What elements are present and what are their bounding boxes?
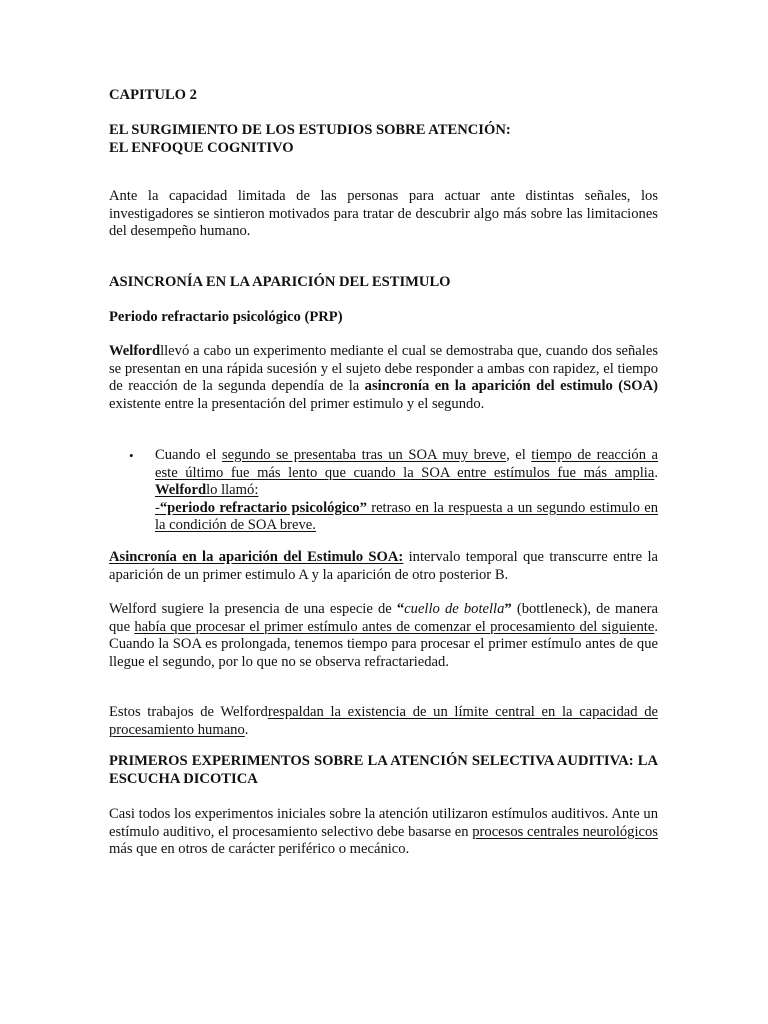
bullet-text-part: , el (506, 447, 532, 463)
subsection-heading-prp: Periodo refractario psicológico (PRP) (109, 309, 343, 325)
auditory-text: Casi todos los experimentos iniciales sobre la atención utilizaron estímulos auditivos. Ante un estímulo auditivo, el procesamiento selectivo debe basarse en (109, 806, 658, 840)
welford-name: Welford (109, 343, 161, 359)
soa-definition-text: intervalo temporal que transcurre entre la aparición de un primer estimulo A y la aparición de otro posterior B. (109, 549, 658, 583)
bottleneck-text: Welford sugiere la presencia de una especie de (109, 601, 397, 617)
quote-open: “ (396, 601, 405, 617)
bottleneck-italic: cuello de botella (404, 601, 505, 617)
welford-paragraph (109, 343, 658, 413)
chapter-title-line-1: EL SURGIMIENTO DE LOS ESTUDIOS SOBRE ATENCIÓN: (109, 122, 511, 138)
welford-paragraph-text-end: existente entre la presentación del primer estimulo y el segundo. (109, 395, 485, 412)
central-limit-underlined: respaldan la existencia de un límite central en la capacidad de procesamiento humano (109, 704, 658, 738)
bottleneck-underlined: había que procesar el primer estímulo antes de comenzar el procesamiento del siguiente (134, 618, 655, 635)
soa-definition (109, 549, 658, 584)
bullet-underlined-3: lo llamó: (206, 482, 259, 499)
welford-paragraph-text: llevó a cabo un experimento mediante el cual se demostraba que, cuando dos señales se presentan en una rápida sucesión y el sujeto debe responder a ambas con rapidez, el tiempo de reacción de la segunda dependía de la (109, 343, 658, 395)
bullet-underlined-4: retraso en la respuesta a un segundo estimulo en la condición de SOA breve. (155, 499, 658, 534)
central-limit-period: . (244, 721, 249, 738)
bullet-underlined-2: tiempo de reacción a este último fue más lento que cuando la SOA entre estímulos fue más amplia (155, 447, 659, 481)
auditory-text-end: más que en otros de carácter periférico o mecánico. (109, 841, 410, 858)
chapter-title (109, 122, 658, 157)
soa-bold-term: asincronía en la aparición del estimulo (SOA) (364, 378, 658, 395)
bottleneck-text: (bottleneck), de manera que (109, 601, 658, 635)
bullet-underlined-1: segundo se presentaba tras un SOA muy breve (221, 447, 507, 463)
central-limit-text: Estos trabajos de Welford (109, 704, 268, 720)
central-limit-paragraph (109, 704, 658, 739)
quote-close: ” (504, 601, 512, 617)
section-heading-asincronia: ASINCRONÍA EN LA APARICIÓN DEL ESTIMULO (109, 274, 451, 290)
soa-definition-term: Asincronía en la aparición del Estimulo SOA: (109, 549, 404, 565)
auditory-underlined: procesos centrales neurológicos (472, 823, 658, 840)
section-heading-escucha-dicotica: PRIMEROS EXPERIMENTOS SOBRE LA ATENCIÓN SELECTIVA AUDITIVA: LA ESCUCHA DICOTICA (109, 753, 658, 787)
bullet-item (131, 447, 658, 535)
bullet-dash: - (155, 499, 160, 516)
prp-quote-term: “periodo refractario psicológico” (159, 499, 367, 516)
bottleneck-text-end: . Cuando la SOA es prolongada, tenemos tiempo para procesar el primer estímulo antes de que llegue el segundo, por lo que no se observa refractariedad. (109, 618, 658, 670)
chapter-label: CAPITULO 2 (109, 87, 197, 103)
bullet-text-part: Cuando el (155, 447, 222, 463)
auditory-paragraph (109, 806, 658, 859)
bottleneck-paragraph (109, 601, 658, 671)
bullet-welford-name: Welford (155, 482, 207, 499)
bullet-text-part: . (654, 464, 658, 481)
intro-paragraph: Ante la capacidad limitada de las personas para actuar ante distintas señales, los investigadores se sintieron motivados para tratar de descubrir algo más sobre las limitaciones del desempeño humano. (109, 188, 658, 240)
bullet-symbol: • (129, 448, 134, 463)
bullet-text (155, 447, 658, 535)
chapter-title-line-2: EL ENFOQUE COGNITIVO (109, 139, 294, 156)
